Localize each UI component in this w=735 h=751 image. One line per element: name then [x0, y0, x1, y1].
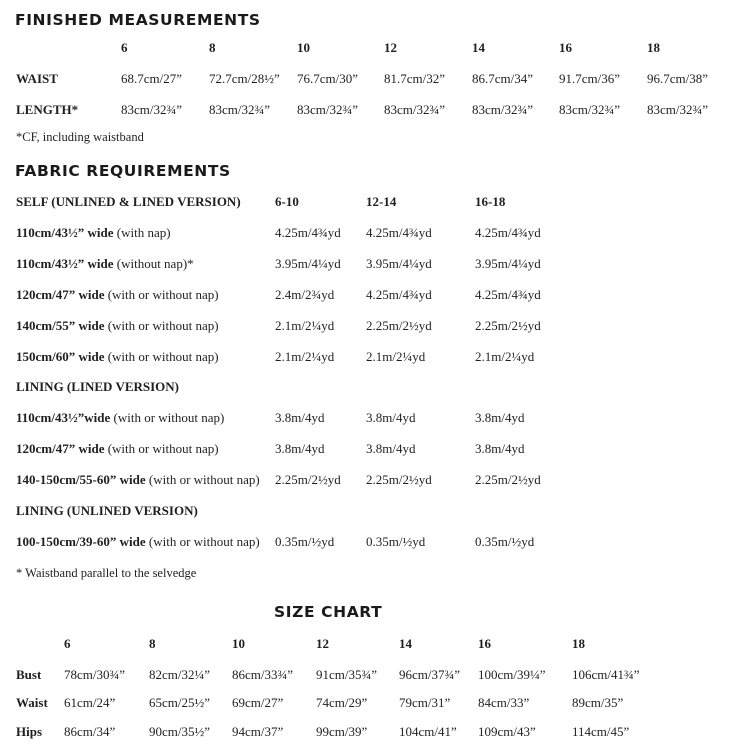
fabric-amount: 4.25m/4¾yd [366, 287, 432, 302]
size-column-header: 14 [399, 636, 412, 651]
fabric-amount: 3.95m/4¼yd [475, 256, 541, 271]
nap-description: (with or without nap) [145, 534, 260, 549]
nap-description: (with or without nap) [110, 410, 225, 425]
fabric-amount: 4.25m/4¾yd [475, 225, 541, 240]
fabric-row-label [16, 534, 260, 550]
size-column-header: 16 [559, 40, 572, 55]
fabric-amount: 4.25m/4¾yd [275, 225, 341, 240]
size-column-header: 8 [149, 636, 156, 651]
finished-measurements-heading: FINISHED MEASUREMENTS [15, 11, 261, 29]
fabric-row-label [16, 441, 219, 457]
body-measurement: 86cm/33¾” [232, 667, 294, 682]
fabric-amount: 3.95m/4¼yd [366, 256, 432, 271]
measurement-value: 83cm/32¾” [559, 102, 621, 117]
fabric-width: 110cm/43½” wide [16, 225, 114, 240]
fabric-amount: 3.8m/4yd [475, 410, 525, 425]
section-heading-lining-unlined: LINING (UNLINED VERSION) [16, 503, 198, 518]
row-label: Bust [16, 667, 42, 682]
size-column-header: 6 [64, 636, 71, 651]
body-measurement: 90cm/35½” [149, 724, 211, 739]
body-measurement: 100cm/39¼” [478, 667, 546, 682]
fabric-amount: 2.25m/2½yd [366, 472, 432, 487]
fabric-amount: 4.25m/4¾yd [366, 225, 432, 240]
size-column-header: 14 [472, 40, 485, 55]
fabric-amount: 2.25m/2½yd [366, 318, 432, 333]
size-column-header: 12 [384, 40, 397, 55]
nap-description: (with or without nap) [104, 349, 219, 364]
fabric-width: 120cm/47” wide [16, 441, 105, 456]
fabric-width: 150cm/60” wide [16, 349, 105, 364]
fabric-requirements-heading: FABRIC REQUIREMENTS [15, 162, 231, 180]
body-measurement: 89cm/35” [572, 695, 624, 710]
row-label: LENGTH* [16, 102, 79, 117]
size-group-header: 6-10 [275, 194, 299, 209]
fabric-width: 120cm/47” wide [16, 287, 105, 302]
fabric-amount: 2.1m/2¼yd [366, 349, 426, 364]
size-column-header: 10 [297, 40, 310, 55]
measurement-value: 96.7cm/38” [647, 71, 709, 86]
nap-description: (without nap)* [113, 256, 194, 271]
fabric-row-label [16, 410, 224, 426]
measurement-value: 81.7cm/32” [384, 71, 446, 86]
size-column-header: 12 [316, 636, 329, 651]
size-chart-heading: SIZE CHART [274, 603, 383, 621]
fabric-amount: 0.35m/½yd [475, 534, 535, 549]
fabric-amount: 3.8m/4yd [366, 410, 416, 425]
measurement-value: 72.7cm/28½” [209, 71, 280, 86]
fabric-row-label [16, 287, 219, 303]
size-column-header: 18 [572, 636, 585, 651]
row-label: Waist [16, 695, 48, 710]
fabric-width: 110cm/43½” wide [16, 256, 114, 271]
measurement-value: 83cm/32¾” [209, 102, 271, 117]
body-measurement: 104cm/41” [399, 724, 457, 739]
fabric-row-label [16, 472, 260, 488]
body-measurement: 78cm/30¾” [64, 667, 126, 682]
body-measurement: 86cm/34” [64, 724, 116, 739]
size-group-header: 12-14 [366, 194, 397, 209]
measurement-value: 86.7cm/34” [472, 71, 534, 86]
body-measurement: 96cm/37¾” [399, 667, 461, 682]
fabric-width: 140cm/55” wide [16, 318, 105, 333]
body-measurement: 106cm/41¾” [572, 667, 640, 682]
fabric-amount: 4.25m/4¾yd [475, 287, 541, 302]
size-column-header: 8 [209, 40, 216, 55]
section-heading-lining-lined: LINING (LINED VERSION) [16, 379, 180, 394]
measurement-value: 68.7cm/27” [121, 71, 183, 86]
size-group-header: 16-18 [475, 194, 506, 209]
fabric-row-label [16, 349, 219, 365]
measurement-value: 83cm/32¾” [384, 102, 446, 117]
fabric-amount: 3.8m/4yd [366, 441, 416, 456]
fabric-amount: 0.35m/½yd [366, 534, 426, 549]
body-measurement: 91cm/35¾” [316, 667, 378, 682]
body-measurement: 69cm/27” [232, 695, 284, 710]
body-measurement: 65cm/25½” [149, 695, 211, 710]
row-label: WAIST [16, 71, 58, 86]
fabric-amount: 3.95m/4¼yd [275, 256, 341, 271]
size-column-header: 16 [478, 636, 491, 651]
fabric-row-label [16, 318, 219, 334]
fabric-amount: 3.8m/4yd [275, 410, 325, 425]
fabric-amount: 2.25m/2½yd [475, 318, 541, 333]
body-measurement: 109cm/43” [478, 724, 536, 739]
measurement-value: 83cm/32¾” [647, 102, 709, 117]
nap-description: (with or without nap) [104, 441, 219, 456]
fabric-amount: 2.4m/2¾yd [275, 287, 335, 302]
fabric-row-label [16, 256, 194, 272]
fabric-width: 100-150cm/39-60” wide [16, 534, 146, 549]
fabric-amount: 2.1m/2¼yd [475, 349, 535, 364]
row-label: Hips [16, 724, 43, 739]
body-measurement: 84cm/33” [478, 695, 530, 710]
size-column-header: 6 [121, 40, 128, 55]
nap-description: (with or without nap) [145, 472, 260, 487]
body-measurement: 79cm/31” [399, 695, 451, 710]
fabric-amount: 2.1m/2¼yd [275, 349, 335, 364]
fabric-row-label [16, 225, 171, 241]
fabric-amount: 2.25m/2½yd [475, 472, 541, 487]
body-measurement: 74cm/29” [316, 695, 368, 710]
footnote: * Waistband parallel to the selvedge [16, 566, 197, 580]
nap-description: (with nap) [113, 225, 171, 240]
fabric-width: 110cm/43½”wide [16, 410, 111, 425]
size-column-header: 18 [647, 40, 660, 55]
body-measurement: 61cm/24” [64, 695, 116, 710]
fabric-amount: 2.1m/2¼yd [275, 318, 335, 333]
fabric-amount: 2.25m/2½yd [275, 472, 341, 487]
body-measurement: 94cm/37” [232, 724, 284, 739]
body-measurement: 99cm/39” [316, 724, 368, 739]
measurement-value: 83cm/32¾” [297, 102, 359, 117]
size-column-header: 10 [232, 636, 245, 651]
fabric-amount: 3.8m/4yd [275, 441, 325, 456]
body-measurement: 114cm/45” [572, 724, 630, 739]
nap-description: (with or without nap) [104, 287, 219, 302]
body-measurement: 82cm/32¼” [149, 667, 211, 682]
measurement-value: 83cm/32¾” [121, 102, 183, 117]
fabric-amount: 0.35m/½yd [275, 534, 335, 549]
footnote: *CF, including waistband [16, 130, 144, 144]
fabric-amount: 3.8m/4yd [475, 441, 525, 456]
fabric-width: 140-150cm/55-60” wide [16, 472, 146, 487]
nap-description: (with or without nap) [104, 318, 219, 333]
measurement-value: 91.7cm/36” [559, 71, 621, 86]
measurement-value: 83cm/32¾” [472, 102, 534, 117]
measurement-value: 76.7cm/30” [297, 71, 359, 86]
section-heading-self: SELF (UNLINED & LINED VERSION) [16, 194, 241, 209]
